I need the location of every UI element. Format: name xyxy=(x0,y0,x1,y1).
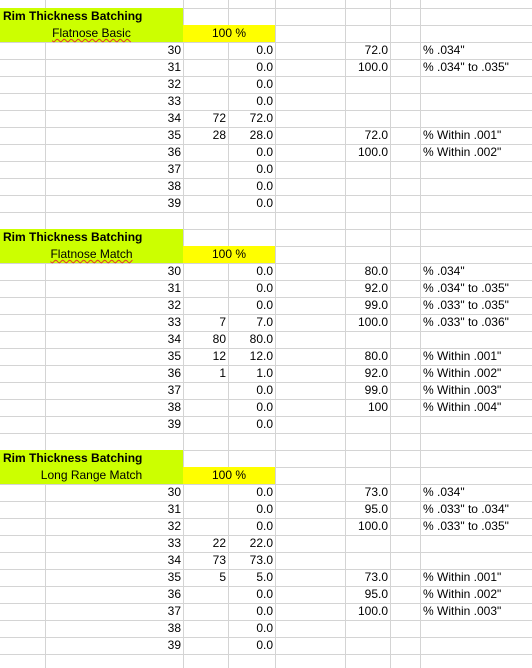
percent-cell[interactable]: 0.0 xyxy=(256,400,273,414)
description-cell[interactable]: % Within .001" xyxy=(423,349,502,363)
cumulative-cell[interactable]: 95.0 xyxy=(364,587,388,601)
size-cell[interactable]: 39 xyxy=(167,417,181,431)
description-cell[interactable] xyxy=(420,93,532,110)
description-cell[interactable]: % Within .004" xyxy=(423,400,502,414)
count-cell[interactable] xyxy=(183,382,228,399)
percent-label[interactable]: 100 % xyxy=(183,467,275,484)
count-cell[interactable]: 7 xyxy=(219,315,226,329)
description-cell[interactable] xyxy=(420,195,532,212)
percent-cell[interactable]: 0.0 xyxy=(256,145,273,159)
subtitle-text: Long Range Match xyxy=(40,468,143,482)
size-cell[interactable]: 38 xyxy=(167,400,181,414)
cumulative-cell[interactable]: 100.0 xyxy=(357,519,388,533)
cumulative-cell[interactable]: 72.0 xyxy=(364,128,388,142)
count-cell[interactable]: 80 xyxy=(212,332,226,346)
size-cell[interactable]: 39 xyxy=(167,638,181,652)
subtitle-text: Flatnose Basic xyxy=(52,26,131,40)
description-cell[interactable]: % Within .003" xyxy=(423,383,502,397)
count-cell[interactable]: 73 xyxy=(212,553,226,567)
description-cell[interactable]: % Within .002" xyxy=(423,366,502,380)
size-cell[interactable]: 39 xyxy=(167,196,181,210)
section-subtitle[interactable] xyxy=(0,25,183,42)
size-cell[interactable]: 30 xyxy=(167,43,181,57)
cumulative-cell[interactable]: 99.0 xyxy=(364,298,388,312)
size-cell[interactable]: 31 xyxy=(167,281,181,295)
count-cell[interactable] xyxy=(183,144,228,161)
percent-cell[interactable]: 0.0 xyxy=(256,383,273,397)
row-gridline xyxy=(0,654,532,655)
count-cell[interactable] xyxy=(183,263,228,280)
percent-cell[interactable]: 0.0 xyxy=(256,94,273,108)
size-cell[interactable]: 34 xyxy=(167,111,181,125)
percent-cell[interactable]: 0.0 xyxy=(256,604,273,618)
size-cell[interactable]: 35 xyxy=(167,570,181,584)
size-cell[interactable]: 32 xyxy=(167,519,181,533)
description-cell[interactable] xyxy=(420,416,532,433)
size-cell[interactable]: 34 xyxy=(167,332,181,346)
cumulative-cell[interactable]: 95.0 xyxy=(364,502,388,516)
cumulative-cell[interactable]: 100 xyxy=(367,400,388,414)
row-gridline xyxy=(0,433,532,434)
count-cell[interactable] xyxy=(183,484,228,501)
cumulative-cell[interactable]: 72.0 xyxy=(364,43,388,57)
description-cell[interactable] xyxy=(420,161,532,178)
percent-cell[interactable]: 0.0 xyxy=(256,264,273,278)
subtitle-text: Flatnose Match xyxy=(50,247,133,261)
count-cell[interactable] xyxy=(183,76,228,93)
size-cell[interactable]: 33 xyxy=(167,315,181,329)
size-cell[interactable]: 31 xyxy=(167,502,181,516)
cumulative-cell[interactable] xyxy=(345,178,390,195)
cumulative-cell[interactable]: 80.0 xyxy=(364,349,388,363)
section-subtitle[interactable] xyxy=(0,467,183,484)
percent-cell[interactable]: 0.0 xyxy=(256,298,273,312)
row-gridline xyxy=(0,212,532,213)
count-cell[interactable] xyxy=(183,59,228,76)
cumulative-cell[interactable]: 92.0 xyxy=(364,366,388,380)
description-cell[interactable] xyxy=(420,331,532,348)
description-cell[interactable]: % .034" xyxy=(423,43,465,57)
percent-cell[interactable]: 0.0 xyxy=(256,60,273,74)
description-cell[interactable] xyxy=(420,552,532,569)
description-cell[interactable]: % Within .003" xyxy=(423,604,502,618)
description-cell[interactable]: % .033" to .035" xyxy=(423,519,509,533)
cumulative-cell[interactable]: 100.0 xyxy=(357,604,388,618)
percent-cell[interactable]: 0.0 xyxy=(256,162,273,176)
count-cell[interactable] xyxy=(183,161,228,178)
cumulative-cell[interactable] xyxy=(345,637,390,654)
cumulative-cell[interactable]: 100.0 xyxy=(357,145,388,159)
percent-cell[interactable]: 0.0 xyxy=(256,638,273,652)
count-cell[interactable]: 72 xyxy=(212,111,226,125)
description-cell[interactable] xyxy=(420,637,532,654)
cumulative-cell[interactable]: 100.0 xyxy=(357,60,388,74)
description-cell[interactable]: % .034" to .035" xyxy=(423,281,509,295)
cumulative-cell[interactable] xyxy=(345,552,390,569)
size-cell[interactable]: 37 xyxy=(167,162,181,176)
description-cell[interactable]: % Within .002" xyxy=(423,587,502,601)
cumulative-cell[interactable] xyxy=(345,161,390,178)
description-cell[interactable]: % .034" xyxy=(423,485,465,499)
percent-label[interactable]: 100 % xyxy=(183,25,275,42)
cumulative-cell[interactable] xyxy=(345,93,390,110)
percent-cell[interactable]: 0.0 xyxy=(256,281,273,295)
description-cell[interactable]: % .033" to .035" xyxy=(423,298,509,312)
percent-cell[interactable]: 80.0 xyxy=(249,332,273,346)
percent-cell[interactable]: 73.0 xyxy=(249,553,273,567)
size-cell[interactable]: 34 xyxy=(167,553,181,567)
description-cell[interactable] xyxy=(420,535,532,552)
description-cell[interactable]: % .034" to .035" xyxy=(423,60,509,74)
count-cell[interactable] xyxy=(183,637,228,654)
cumulative-cell[interactable]: 73.0 xyxy=(364,570,388,584)
count-cell[interactable] xyxy=(183,416,228,433)
percent-cell[interactable]: 7.0 xyxy=(256,315,273,329)
percent-cell[interactable]: 0.0 xyxy=(256,621,273,635)
description-cell[interactable] xyxy=(420,178,532,195)
cumulative-cell[interactable]: 80.0 xyxy=(364,264,388,278)
section-subtitle[interactable] xyxy=(0,246,183,263)
count-cell[interactable]: 1 xyxy=(219,366,226,380)
count-cell[interactable] xyxy=(183,399,228,416)
cumulative-cell[interactable]: 73.0 xyxy=(364,485,388,499)
count-cell[interactable] xyxy=(183,586,228,603)
percent-cell[interactable]: 0.0 xyxy=(256,43,273,57)
percent-cell[interactable]: 1.0 xyxy=(256,366,273,380)
description-cell[interactable]: % .033" to .036" xyxy=(423,315,509,329)
description-cell[interactable]: % .033" to .034" xyxy=(423,502,509,516)
section-title[interactable]: Rim Thickness Batching xyxy=(0,450,183,467)
count-cell[interactable] xyxy=(183,178,228,195)
cumulative-cell[interactable] xyxy=(345,620,390,637)
count-cell[interactable] xyxy=(183,518,228,535)
percent-cell[interactable]: 5.0 xyxy=(256,570,273,584)
column-gridline xyxy=(275,0,276,668)
cumulative-cell[interactable] xyxy=(345,195,390,212)
count-cell[interactable]: 22 xyxy=(212,536,226,550)
percent-cell[interactable]: 28.0 xyxy=(249,128,273,142)
percent-cell[interactable]: 0.0 xyxy=(256,77,273,91)
percent-cell[interactable]: 0.0 xyxy=(256,587,273,601)
count-cell[interactable] xyxy=(183,93,228,110)
section-title[interactable]: Rim Thickness Batching xyxy=(0,229,183,246)
count-cell[interactable] xyxy=(183,195,228,212)
cumulative-cell[interactable]: 100.0 xyxy=(357,315,388,329)
size-cell[interactable]: 31 xyxy=(167,60,181,74)
cumulative-cell[interactable]: 92.0 xyxy=(364,281,388,295)
percent-cell[interactable]: 0.0 xyxy=(256,485,273,499)
size-cell[interactable]: 37 xyxy=(167,383,181,397)
size-cell[interactable]: 33 xyxy=(167,94,181,108)
percent-cell[interactable]: 0.0 xyxy=(256,502,273,516)
size-cell[interactable]: 37 xyxy=(167,604,181,618)
count-cell[interactable]: 12 xyxy=(212,349,226,363)
cumulative-cell[interactable] xyxy=(345,76,390,93)
count-cell[interactable] xyxy=(183,280,228,297)
description-cell[interactable] xyxy=(420,110,532,127)
size-cell[interactable]: 38 xyxy=(167,179,181,193)
percent-cell[interactable]: 0.0 xyxy=(256,519,273,533)
count-cell[interactable]: 28 xyxy=(212,128,226,142)
size-cell[interactable]: 36 xyxy=(167,145,181,159)
column-gridline xyxy=(390,0,391,668)
description-cell[interactable] xyxy=(420,620,532,637)
section-title[interactable]: Rim Thickness Batching xyxy=(0,8,183,25)
percent-label[interactable]: 100 % xyxy=(183,246,275,263)
cumulative-cell[interactable] xyxy=(345,331,390,348)
description-cell[interactable]: % Within .001" xyxy=(423,570,502,584)
size-cell[interactable]: 30 xyxy=(167,264,181,278)
description-cell[interactable] xyxy=(420,76,532,93)
cumulative-cell[interactable] xyxy=(345,535,390,552)
percent-cell[interactable]: 0.0 xyxy=(256,179,273,193)
cumulative-cell[interactable] xyxy=(345,416,390,433)
size-cell[interactable]: 35 xyxy=(167,349,181,363)
count-cell[interactable] xyxy=(183,620,228,637)
size-cell[interactable]: 33 xyxy=(167,536,181,550)
count-cell[interactable]: 5 xyxy=(219,570,226,584)
size-cell[interactable]: 30 xyxy=(167,485,181,499)
percent-cell[interactable]: 12.0 xyxy=(249,349,273,363)
size-cell[interactable]: 32 xyxy=(167,298,181,312)
count-cell[interactable] xyxy=(183,603,228,620)
count-cell[interactable] xyxy=(183,297,228,314)
description-cell[interactable]: % Within .001" xyxy=(423,128,502,142)
percent-cell[interactable]: 22.0 xyxy=(249,536,273,550)
percent-cell[interactable]: 72.0 xyxy=(249,111,273,125)
size-cell[interactable]: 36 xyxy=(167,587,181,601)
size-cell[interactable]: 38 xyxy=(167,621,181,635)
description-cell[interactable]: % Within .002" xyxy=(423,145,502,159)
percent-cell[interactable]: 0.0 xyxy=(256,196,273,210)
count-cell[interactable] xyxy=(183,501,228,518)
cumulative-cell[interactable]: 99.0 xyxy=(364,383,388,397)
size-cell[interactable]: 32 xyxy=(167,77,181,91)
description-cell[interactable]: % .034" xyxy=(423,264,465,278)
cumulative-cell[interactable] xyxy=(345,110,390,127)
percent-cell[interactable]: 0.0 xyxy=(256,417,273,431)
count-cell[interactable] xyxy=(183,42,228,59)
size-cell[interactable]: 36 xyxy=(167,366,181,380)
size-cell[interactable]: 35 xyxy=(167,128,181,142)
